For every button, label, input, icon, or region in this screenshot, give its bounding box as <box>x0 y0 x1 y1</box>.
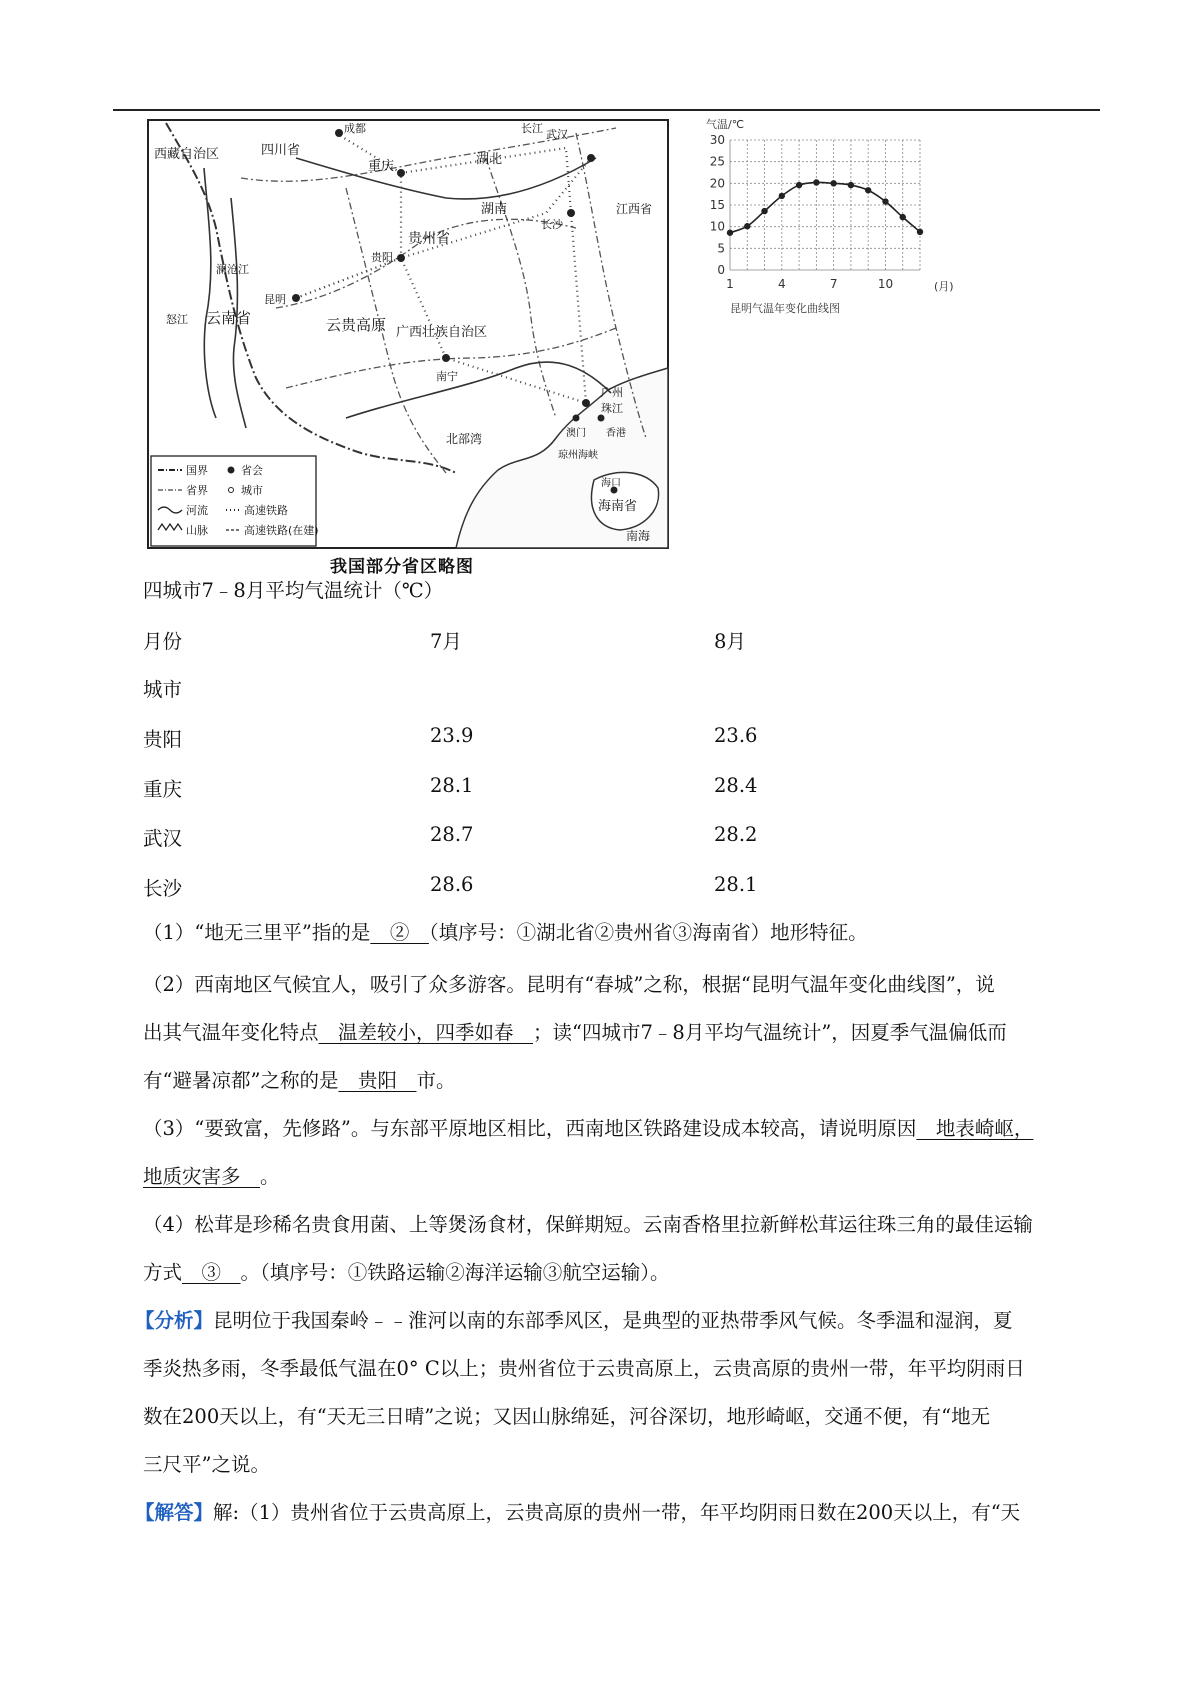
chart-x-tick-label: 1 <box>726 277 734 291</box>
chart-x-ticks <box>726 277 893 291</box>
map-label-guizhou: 贵州省 <box>408 231 450 247</box>
q4-text-end: 。（填序号：①铁路运输②海洋运输③航空运输）。 <box>240 1261 670 1284</box>
q4-line-1: （4）松茸是珍稀名贵食用菌、上等煲汤食材，保鲜期短。云南香格里拉新鲜松茸运往珠三角的最佳运输 <box>143 1213 1033 1236</box>
header-col-aug: 8月 <box>714 630 746 653</box>
analysis-line-4: 三尺平”之说。 <box>143 1453 270 1476</box>
map-label-haikou: 海口 <box>601 478 621 489</box>
row-aug: 28.1 <box>714 873 758 896</box>
map-label-yunnan: 云南省 <box>206 309 252 327</box>
legend-heliu: 河流 <box>186 504 208 517</box>
map-label-aomen: 澳门 <box>566 428 586 439</box>
chart-point <box>779 193 785 199</box>
map-label-wuhan: 武汉 <box>546 128 568 141</box>
chart-title: 昆明气温年变化曲线图 <box>730 302 840 315</box>
legend-shanmai: 山脉 <box>186 524 208 537</box>
chart-point <box>830 180 836 186</box>
legend-gaosu-zaijian: 高速铁路(在建) <box>244 524 319 537</box>
chart-y-tick-label: 20 <box>709 176 725 191</box>
map-label-kunming: 昆明 <box>264 293 286 306</box>
map-label-xizang: 西藏自治区 <box>154 147 220 162</box>
q2-text-mid: ；读“四城市7﹣8月平均气温统计”，因夏季气温偏低而 <box>533 1021 1007 1044</box>
analysis-line-1: 昆明位于我国秦岭﹣﹣淮河以南的东部季风区，是典型的亚热带季风气候。冬季温和湿润，夏 <box>213 1309 1013 1332</box>
chart-x-tick-label: 7 <box>829 277 838 291</box>
q1-text-end: （填序号：①湖北省②贵州省③海南省）地形特征。 <box>428 921 868 944</box>
chart-x-tick-label: 4 <box>777 277 786 291</box>
chart-point <box>848 182 854 188</box>
table-row <box>143 873 843 903</box>
header-col-jul: 7月 <box>430 630 462 653</box>
q2-text: 出其气温年变化特点 <box>143 1021 319 1044</box>
map-label-chongqing: 重庆 <box>368 159 395 174</box>
legend-guojie: 国界 <box>186 464 208 477</box>
row-aug: 23.6 <box>714 724 758 747</box>
map-label-zhujiang: 珠江 <box>601 402 623 415</box>
row-city: 贵阳 <box>143 728 183 751</box>
analysis-line-2: 季炎热多雨，冬季最低气温在0° C以上；贵州省位于云贵高原上，云贵高原的贵州一带，年平均阴雨日 <box>143 1357 1025 1380</box>
map-label-hainan: 海南省 <box>598 499 638 514</box>
answer-line-1: 解:（1）贵州省位于云贵高原上，云贵高原的贵州一带，年平均阴雨日数在200天以上，有“天 <box>213 1501 1021 1524</box>
row-jul: 28.1 <box>430 774 474 797</box>
table-header-city-row <box>143 674 843 704</box>
map-label-nanhai: 南海 <box>626 529 651 543</box>
header-rule <box>113 109 1100 111</box>
row-jul: 23.9 <box>430 724 474 747</box>
row-aug: 28.4 <box>714 774 758 797</box>
map-label-jiangxi: 江西省 <box>616 202 653 216</box>
chart-grid <box>730 140 920 270</box>
map-label-changjiang: 长江 <box>521 122 543 135</box>
row-city: 武汉 <box>143 827 183 850</box>
q3-text-end: 。 <box>260 1165 280 1188</box>
row-city: 长沙 <box>143 877 183 900</box>
map-label-sichuan: 四川省 <box>261 143 301 158</box>
map-label-guiyang: 贵阳 <box>371 251 393 264</box>
map-label-lancang: 澜沧江 <box>216 263 249 276</box>
chart-point <box>744 223 750 229</box>
chart-point <box>813 179 819 185</box>
map-label-nanning: 南宁 <box>436 370 458 383</box>
header-city-label: 城市 <box>143 678 183 701</box>
legend-shengjie: 省界 <box>186 484 208 497</box>
table-header-row <box>143 626 843 656</box>
map-label-hubei: 湖北 <box>476 152 503 167</box>
chart-point <box>917 229 923 235</box>
table-title: 四城市7﹣8月平均气温统计（℃） <box>143 579 444 602</box>
chart-y-tick-label: 5 <box>717 241 725 256</box>
q3-text: （3）“要致富，先修路”。与东部平原地区相比，西南地区铁路建设成本较高，请说明原因 <box>143 1117 917 1140</box>
map-legend <box>151 456 319 546</box>
q1-text: （1）“地无三里平”指的是 <box>143 921 371 944</box>
q2-answer-1: 温差较小，四季如春 <box>318 1021 534 1044</box>
map-label-nujiang: 怒江 <box>166 313 188 326</box>
chart-y-ticks <box>710 133 725 277</box>
map-caption: 我国部分省区略图 <box>330 557 474 577</box>
header-month-label: 月份 <box>143 630 183 653</box>
chart-points <box>727 179 923 236</box>
map-label-hunan: 湖南 <box>481 202 508 217</box>
chart-point <box>865 187 871 193</box>
q1-answer: ② <box>370 921 429 944</box>
chart-xlabel: (月) <box>934 280 954 293</box>
table-row <box>143 823 843 853</box>
table-row <box>143 724 843 754</box>
chart-y-tick-label: 25 <box>709 154 725 169</box>
legend-gaosu: 高速铁路 <box>244 504 288 517</box>
chart-series-line <box>730 182 920 232</box>
map-label-chengdu: 成都 <box>344 122 366 135</box>
chart-svg <box>700 118 970 348</box>
q3-answer-2: 地质灾害多 <box>143 1165 261 1188</box>
chart-ylabel: 气温/℃ <box>706 118 745 131</box>
analysis-line-3: 数在200天以上，有“天无三日晴”之说；又因山脉绵延，河谷深切，地形崎岖，交通不便，有“地无 <box>143 1405 991 1428</box>
chart-y-tick-label: 30 <box>709 133 725 147</box>
row-aug: 28.2 <box>714 823 758 846</box>
map-label-yungui: 云贵高原 <box>326 316 387 334</box>
chart-y-tick-label: 0 <box>717 263 725 277</box>
q4-answer: ③ <box>182 1261 241 1284</box>
q2-text-2: 有“避暑凉都”之称的是 <box>143 1069 339 1092</box>
chart-point <box>727 230 733 236</box>
chart-y-tick-label: 15 <box>709 198 725 212</box>
chart-point <box>796 182 802 188</box>
q2-answer-2: 贵阳 <box>338 1069 417 1092</box>
province-map <box>146 118 676 588</box>
map-label-beibu: 北部湾 <box>446 432 483 446</box>
row-city: 重庆 <box>143 778 183 801</box>
map-label-guangzhou: 广州 <box>601 386 623 399</box>
q4-text: 方式 <box>143 1261 183 1284</box>
map-label-qiongzhou: 琼州海峡 <box>558 450 598 461</box>
chart-point <box>761 208 767 214</box>
table-row <box>143 774 843 804</box>
legend-chengshi: 城市 <box>241 484 263 497</box>
kunming-temperature-chart <box>700 118 970 348</box>
chart-x-tick-label: 10 <box>877 277 894 291</box>
map-label-guangxi: 广西壮族自治区 <box>396 325 488 340</box>
row-jul: 28.7 <box>430 823 474 846</box>
row-jul: 28.6 <box>430 873 474 896</box>
legend-shenghui: 省会 <box>241 464 263 477</box>
answer-tag: 【解答】 <box>135 1501 214 1524</box>
chart-y-tick-label: 10 <box>709 219 725 234</box>
map-label-changsha: 长沙 <box>541 218 563 231</box>
q3-answer-1: 地表崎岖， <box>916 1117 1034 1140</box>
analysis-tag: 【分析】 <box>135 1309 214 1332</box>
chart-point <box>900 214 906 220</box>
q2-line-1: （2）西南地区气候宜人，吸引了众多游客。昆明有“春城”之称，根据“昆明气温年变化曲线图”，说 <box>143 973 995 996</box>
map-drawing <box>146 118 676 588</box>
chart-point <box>882 198 888 204</box>
q2-text-end: 市。 <box>416 1069 456 1092</box>
map-label-xianggang: 香港 <box>606 428 626 439</box>
